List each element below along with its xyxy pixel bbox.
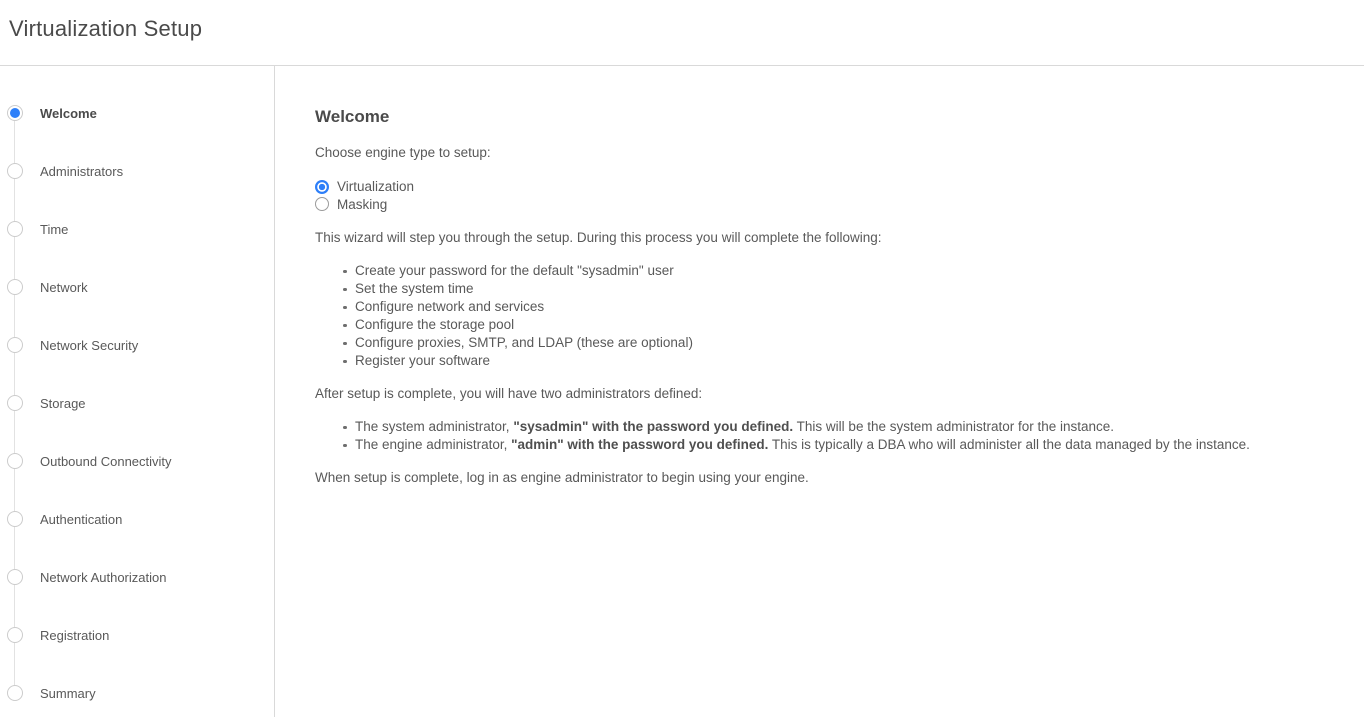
sidebar-step-outbound-connectivity[interactable] — [0, 432, 274, 490]
step-label: Welcome — [40, 105, 97, 121]
step-label: Administrators — [40, 163, 124, 179]
radio-selected-icon — [315, 180, 329, 194]
step-radio-icon — [7, 395, 23, 411]
admins-intro-text: After setup is complete, you will have two administrators defined: — [315, 386, 703, 401]
sidebar-step-welcome[interactable] — [0, 84, 274, 142]
step-label: Network Security — [40, 337, 139, 353]
task-item: Register your software — [355, 352, 1340, 370]
step-label: Storage — [40, 395, 86, 411]
page-title: Virtualization Setup — [9, 15, 203, 41]
step-label: Registration — [40, 627, 110, 643]
wizard-intro-text: This wizard will step you through the setup. During this process you will complete the following: — [315, 230, 882, 245]
content-heading: Welcome — [315, 107, 390, 126]
radio-option-label: Masking — [337, 196, 388, 212]
task-item: Configure network and services — [355, 298, 1340, 316]
sidebar-step-network-authorization[interactable] — [0, 548, 274, 606]
step-radio-icon — [7, 453, 23, 469]
radio-option-label: Virtualization — [337, 179, 415, 195]
admin-item — [355, 436, 1340, 454]
sidebar-step-administrators[interactable] — [0, 142, 274, 200]
radio-unselected-icon — [315, 197, 329, 211]
step-radio-active-icon — [7, 105, 23, 121]
task-item: Configure proxies, SMTP, and LDAP (these are optional) — [355, 334, 1340, 352]
step-radio-icon — [7, 569, 23, 585]
step-label: Network Authorization — [40, 569, 167, 585]
step-label: Authentication — [40, 511, 123, 527]
admin-list — [315, 418, 1340, 454]
sidebar-step-authentication[interactable] — [0, 490, 274, 548]
admin-item-bold: "admin" with the password you defined. — [511, 437, 769, 452]
step-radio-icon — [7, 511, 23, 527]
admin-item-bold: "sysadmin" with the password you defined. — [513, 419, 794, 434]
setup-task-list — [315, 262, 1340, 370]
main-layout — [0, 66, 1364, 717]
sidebar-step-summary[interactable] — [0, 664, 274, 717]
sidebar-step-time[interactable] — [0, 200, 274, 258]
app-header — [0, 0, 1364, 66]
setup-stepper-sidebar — [0, 66, 275, 717]
step-radio-icon — [7, 627, 23, 643]
admin-item — [355, 418, 1340, 436]
engine-type-radio-group — [315, 178, 1340, 213]
task-item: Create your password for the default "sysadmin" user — [355, 262, 1340, 280]
step-radio-icon — [7, 337, 23, 353]
admin-item-prefix: The engine administrator, — [355, 437, 512, 452]
radio-option-virtualization[interactable] — [315, 178, 1340, 196]
outro-text: When setup is complete, log in as engine administrator to begin using your engine. — [315, 470, 809, 485]
step-label: Time — [40, 221, 69, 237]
wizard-content-panel — [275, 66, 1364, 717]
step-radio-icon — [7, 163, 23, 179]
step-label: Network — [40, 279, 88, 295]
task-item: Set the system time — [355, 280, 1340, 298]
step-radio-icon — [7, 221, 23, 237]
step-radio-icon — [7, 685, 23, 701]
sidebar-step-registration[interactable] — [0, 606, 274, 664]
choose-engine-label: Choose engine type to setup: — [315, 145, 491, 160]
sidebar-step-network[interactable] — [0, 258, 274, 316]
sidebar-step-network-security[interactable] — [0, 316, 274, 374]
step-radio-icon — [7, 279, 23, 295]
step-label: Summary — [40, 685, 96, 701]
admin-item-prefix: The system administrator, — [355, 419, 514, 434]
step-label: Outbound Connectivity — [40, 453, 172, 469]
admin-item-suffix: This is typically a DBA who will administer all the data managed by the instance. — [768, 437, 1250, 452]
admin-item-suffix: This will be the system administrator for the instance. — [793, 419, 1115, 434]
radio-option-masking[interactable] — [315, 196, 1340, 214]
task-item: Configure the storage pool — [355, 316, 1340, 334]
sidebar-step-storage[interactable] — [0, 374, 274, 432]
